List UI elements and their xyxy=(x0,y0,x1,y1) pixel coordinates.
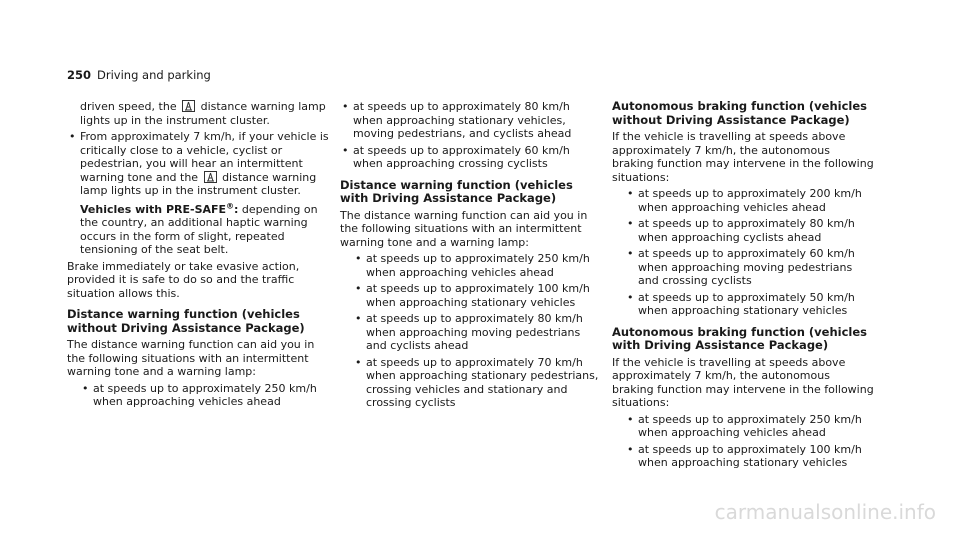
list-item: • at speeds up to approximately 250 km/h when approaching vehicles ahead xyxy=(612,413,874,440)
list-item: • at speeds up to approximately 100 km/h when approaching stationary vehicles xyxy=(340,282,602,309)
watermark: carmanualsonline.info xyxy=(714,499,936,524)
section-heading: Distance warning function (vehicles without Driving Assistance Package) xyxy=(67,307,305,335)
registered-mark: ® xyxy=(226,200,235,210)
section-intro: If the vehicle is travelling at speeds above approximately 7 km/h, the autonomous braking function may intervene in the following situations: xyxy=(612,355,874,409)
colon: : xyxy=(234,202,239,216)
section-title: Driving and parking xyxy=(97,68,211,82)
label-text: Vehicles with PRE-SAFE xyxy=(80,202,227,216)
list-item: • at speeds up to approximately 80 km/h when approaching cyclists ahead xyxy=(612,217,874,244)
list-item: • at speeds up to approximately 200 km/h when approaching vehicles ahead xyxy=(612,187,874,214)
list-item: • at speeds up to approximately 50 km/h when approaching stationary vehicles xyxy=(612,291,874,318)
list-item xyxy=(67,130,329,198)
section-heading: Autonomous braking function (vehicles without Driving Assistance Package) xyxy=(612,99,867,127)
section-heading: Autonomous braking function (vehicles with Driving Assistance Package) xyxy=(612,324,867,352)
text: From approximately 7 km/h, if your vehicle is critically close to a vehicle, cyclist or pedestrian, you will hear an intermittent warning tone and the xyxy=(80,130,329,184)
column-3 xyxy=(612,100,874,470)
list-item: • at speeds up to approximately 250 km/h when approaching vehicles ahead xyxy=(340,252,602,279)
page-header xyxy=(67,69,211,83)
list-item: • at speeds up to approximately 80 km/h when approaching moving pedestrians and cyclists ahead xyxy=(340,312,602,353)
page-number: 250 xyxy=(67,68,92,82)
section-intro: The distance warning function can aid you in the following situations with an intermittent warning tone and a warning lamp: xyxy=(67,338,315,378)
distance-warning-lamp-icon xyxy=(204,171,217,183)
paragraph-continuation xyxy=(67,100,329,127)
list-item: • at speeds up to approximately 70 km/h when approaching stationary pedestrians, crossing vehicles and stationary and crossing cyclists xyxy=(340,356,602,410)
presafe-label xyxy=(80,200,239,216)
text: distance warning lamp lights up in the instrument cluster. xyxy=(80,100,326,127)
distance-warning-lamp-icon xyxy=(182,100,195,112)
list-item: • at speeds up to approximately 250 km/h when approaching vehicles ahead xyxy=(67,382,329,409)
presafe-note xyxy=(67,200,329,257)
list-item: • at speeds up to approximately 100 km/h when approaching stationary vehicles xyxy=(612,443,874,470)
column-1 xyxy=(67,100,329,409)
list-item: • at speeds up to approximately 60 km/h when approaching moving pedestrians and crossing cyclists xyxy=(612,247,874,288)
list-item: • at speeds up to approximately 80 km/h when approaching stationary vehicles, moving pedestrians, and cyclists ahead xyxy=(340,100,602,141)
text: distance warning lamp lights up in the instrument cluster. xyxy=(80,170,317,197)
text: depending on the country, an additional haptic warning occurs in the form of slight, repeated tensioning of the seat belt. xyxy=(80,202,318,256)
section-intro: The distance warning function can aid you in the following situations with an intermittent warning tone and a warning lamp: xyxy=(340,208,588,249)
section-intro: If the vehicle is travelling at speeds above approximately 7 km/h, the autonomous braking function may intervene in the following situations: xyxy=(612,130,874,184)
list-item: • at speeds up to approximately 60 km/h when approaching crossing cyclists xyxy=(340,144,602,171)
column-2 xyxy=(340,100,602,410)
brake-instruction: Brake immediately or take evasive action, provided it is safe to do so and the traffic situation allows this. xyxy=(67,259,300,300)
section-heading: Distance warning function (vehicles with Driving Assistance Package) xyxy=(340,177,573,205)
text: driven speed, the xyxy=(80,100,177,113)
